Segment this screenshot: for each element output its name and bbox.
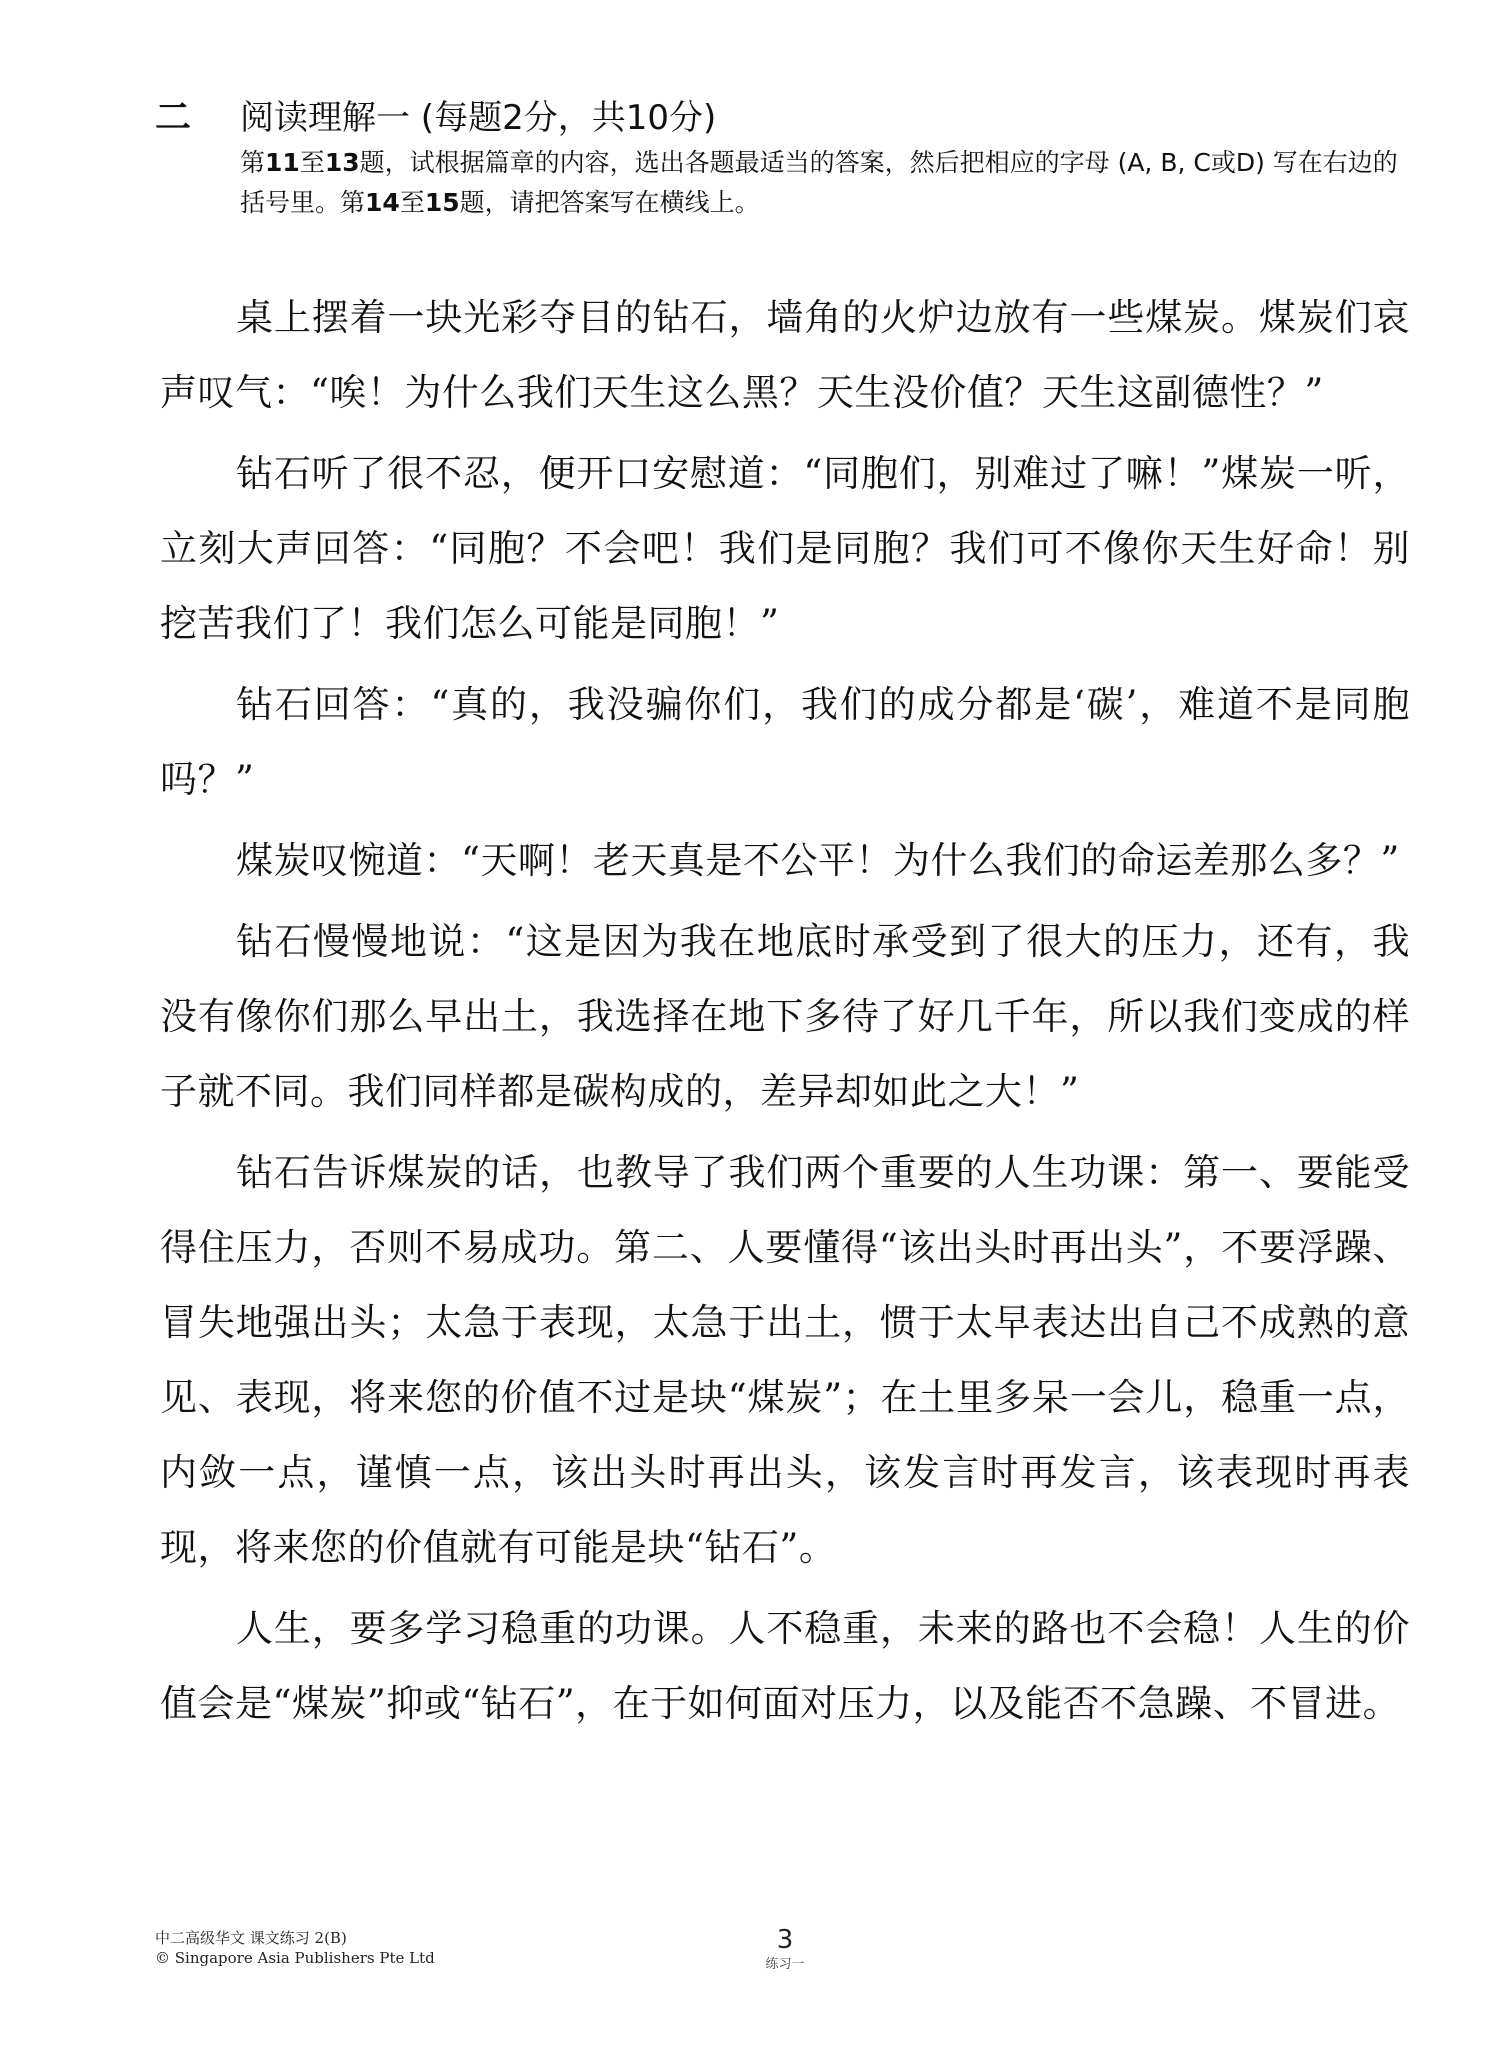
footer-publication-info	[155, 1928, 435, 1968]
instructions	[240, 143, 1415, 223]
instructions-text: 题，试根据篇章的内容，选出各题最适当的答案，然后把相应的字母 (A, B, C或D) 写在右边的括号里。第	[240, 148, 1398, 217]
copyright-notice: © Singapore Asia Publishers Pte Ltd	[155, 1949, 435, 1967]
passage-paragraph: 钻石告诉煤炭的话，也教导了我们两个重要的人生功课：第一、要能受得住压力，否则不易成功。第二、人要懂得“该出头时再出头”，不要浮躁、冒失地强出头；太急于表现，太急于出土，惯于太早表达出自己不成熟的意见、表现，将来您的价值不过是块“煤炭”；在土里多呆一会儿，稳重一点，内敛一点，谨慎一点，该出头时再出头，该发言时再发言，该表现时再表现，将来您的价值就有可能是块“钻石”。	[160, 1151, 1410, 1569]
instructions-text: 第	[240, 148, 266, 177]
passage-paragraph: 钻石慢慢地说：“这是因为我在地底时承受到了很大的压力，还有，我没有像你们那么早出土，我选择在地下多待了好几千年，所以我们变成的样子就不同。我们同样都是碳构成的，差异却如此之大！”	[160, 920, 1410, 1113]
section-number: 二	[155, 97, 192, 138]
instructions-text: 题，请把答案写在横线上。	[459, 188, 760, 217]
question-range-start: 14	[365, 188, 400, 217]
passage-paragraph: 钻石回答：“真的，我没骗你们，我们的成分都是‘碳’，难道不是同胞吗？”	[160, 683, 1410, 801]
question-range-start: 11	[265, 148, 300, 177]
passage-paragraph: 钻石听了很不忍，便开口安慰道：“同胞们，别难过了嘛！”煤炭一听，立刻大声回答：“同胞？不会吧！我们是同胞？我们可不像你天生好命！别挖苦我们了！我们怎么可能是同胞！”	[160, 452, 1410, 645]
page-number: 3	[776, 1925, 794, 1955]
book-title: 中二高级华文 课文练习 2(B)	[155, 1929, 347, 1947]
question-range-end: 15	[424, 188, 460, 217]
instructions-text: 至	[399, 188, 425, 217]
passage-paragraph: 人生，要多学习稳重的功课。人不稳重，未来的路也不会稳！人生的价值会是“煤炭”抑或“钻石”，在于如何面对压力，以及能否不急躁、不冒进。	[160, 1607, 1410, 1725]
question-range-end: 13	[324, 148, 360, 177]
instructions-text: 至	[299, 148, 325, 177]
section-title-row	[155, 93, 1425, 143]
passage-paragraph: 煤炭叹惋道：“天啊！老天真是不公平！为什么我们的命运差那么多？”	[236, 839, 1400, 882]
section-title: 阅读理解一 (每题2分，共10分)	[240, 98, 717, 138]
exercise-label: 练习一	[765, 1957, 805, 1972]
footer-page-info	[735, 1925, 835, 1975]
reading-passage	[160, 280, 1410, 1747]
passage-paragraph: 桌上摆着一块光彩夺目的钻石，墙角的火炉边放有一些煤炭。煤炭们哀声叹气：“唉！为什么我们天生这么黑？天生没价值？天生这副德性？”	[160, 296, 1410, 414]
section-header	[155, 93, 1425, 223]
